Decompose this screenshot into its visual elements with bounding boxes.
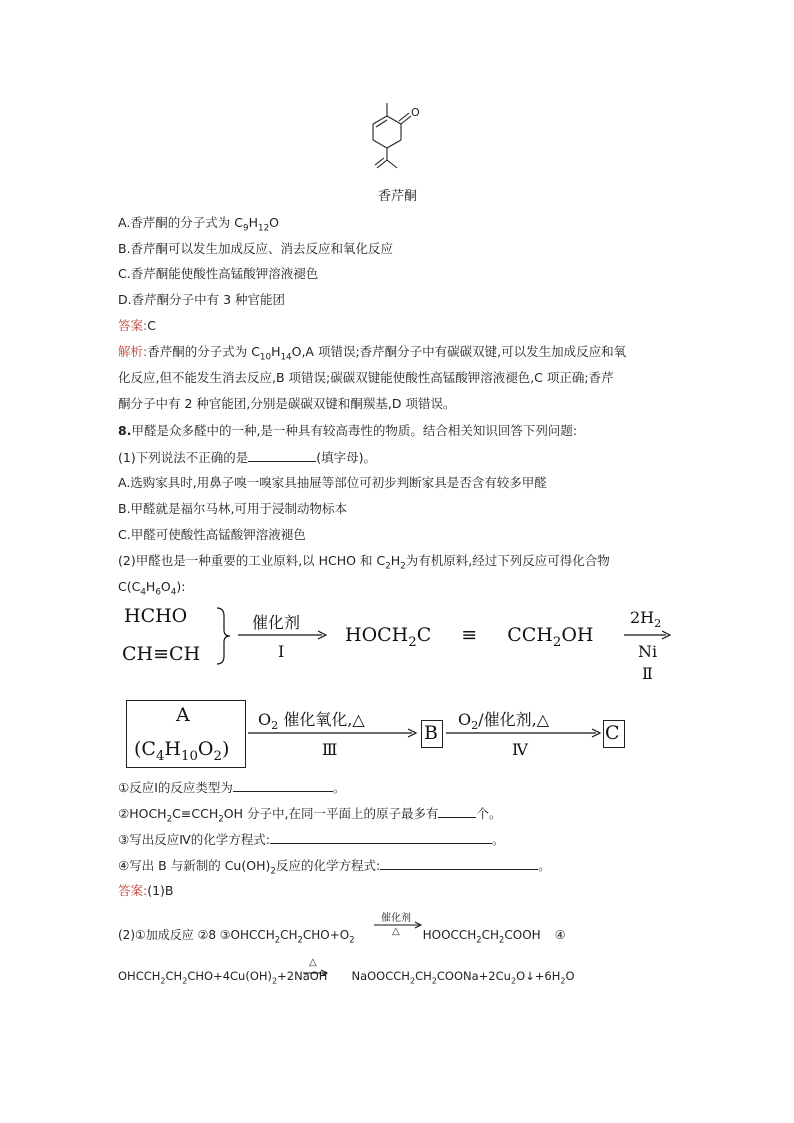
- carvone-structure: [365, 100, 435, 178]
- step-4: Ⅳ: [512, 740, 528, 759]
- q7-option-c: C.香芹酮能使酸性高锰酸钾溶液褪色: [118, 266, 319, 281]
- answer-blank[interactable]: [233, 779, 333, 792]
- q7-answer: 答案:C: [118, 318, 156, 333]
- molecule-caption: 香芹酮: [378, 189, 418, 204]
- q8-sub3: ③写出反应Ⅳ的化学方程式: 。: [118, 832, 505, 847]
- bond: [373, 140, 387, 148]
- reagent-4: $O_2/$催化剂,△: [458, 710, 550, 733]
- q8-sub1: ①反应Ⅰ的反应类型为 。: [118, 780, 346, 795]
- answer2-catalyst: 催化剂: [381, 913, 411, 924]
- answer-blank[interactable]: [270, 831, 492, 844]
- carbonyl-bond: [399, 113, 409, 121]
- q8-answer-1: 答案:(1)B: [118, 883, 174, 898]
- q7-option-b: B.香芹酮可以发生加成反应、消去反应和氧化反应: [118, 241, 394, 256]
- arrow-3: [248, 728, 418, 738]
- step-2: Ⅱ: [642, 664, 653, 683]
- arrow-2: [624, 630, 672, 640]
- arrow-1: [238, 630, 328, 640]
- oxygen-label: O: [411, 106, 420, 119]
- step-3: Ⅲ: [322, 740, 338, 759]
- q7-option-a: A.香芹酮的分子式为 $C_9H_{12}O$: [118, 215, 279, 234]
- answer3-arrow: [303, 969, 331, 977]
- reagent-2-ni: Ni: [638, 642, 658, 661]
- q8-part2-line2: $C(C_4H_6O_4)$:: [118, 579, 186, 598]
- bond: [377, 160, 387, 168]
- q7-analysis-1: 解析:香芹酮的分子式为 $C_{10}H_{14}O,A$ 项错误;香芹酮分子中有碳碳双键,可以发生加成反应和氧: [118, 344, 627, 363]
- reagent-2: $2H_2$: [630, 608, 662, 631]
- catalyst-1: 催化剂: [252, 613, 301, 632]
- q8-stem: 8.甲醛是众多醛中的一种,是一种具有较高毒性的物质。结合相关知识回答下列问题:: [118, 423, 578, 438]
- q7-option-d: D.香芹酮分子中有 3 种官能团: [118, 292, 285, 307]
- q8-option-c: C.甲醛可使酸性高锰酸钾溶液褪色: [118, 527, 306, 542]
- answer-blank[interactable]: [380, 857, 538, 870]
- arrow-4: [446, 728, 602, 738]
- answer-blank[interactable]: [438, 805, 476, 818]
- answer-blank[interactable]: [248, 449, 316, 462]
- q8-part1: (1)下列说法不正确的是 (填字母)。: [118, 450, 376, 465]
- q8-answer-2: (2)①加成反应 ②8 $③OHCCH_2CH_2CHO+O_2$ $HOOCCH_2CH_2COOH$ ④: [118, 928, 566, 945]
- product-butynediol: $HOCH_2C \equiv CCH_2OH$: [345, 624, 594, 650]
- reactant-acetylene: CH≡CH: [122, 643, 201, 665]
- answer2-heat: △: [392, 926, 400, 937]
- reactant-hcho: HCHO: [124, 605, 188, 627]
- compound-c: C: [605, 722, 620, 744]
- carbonyl-bond: [401, 116, 411, 124]
- answer3-heat: △: [309, 957, 317, 968]
- step-1: Ⅰ: [278, 642, 285, 661]
- bond: [387, 140, 401, 148]
- bond: [387, 116, 401, 124]
- compound-a-label: A: [176, 704, 190, 726]
- bond: [387, 160, 397, 168]
- q8-answer-3: $OHCCH_2CH_2CHO+4Cu(OH)_2+2NaOH$ $NaOOCCH_2CH_2COONa+2Cu_2O↓+6H_2O$: [118, 969, 575, 986]
- compound-a-formula: $(C_4H_{10}O_2)$: [134, 738, 230, 764]
- q8-sub4: ④写出 B 与新制的 $Cu(OH)_2$反应的化学方程式: 。: [118, 858, 551, 877]
- q8-part2-line1: (2)甲醛也是一种重要的工业原料,以 HCHO 和 $C_2H_2$为有机原料,经过下列反应可得化合物: [118, 553, 610, 572]
- reagent-3: $O_2$ 催化氧化,△: [258, 710, 365, 733]
- compound-b: B: [424, 722, 438, 744]
- q8-sub2: $②HOCH_2C\equiv CCH_2OH$ 分子中,在同一平面上的原子最多有 个。: [118, 806, 502, 825]
- brace: [214, 606, 234, 666]
- q7-analysis-3: 酮分子中有 2 种官能团,分别是碳碳双键和酮羰基,D 项错误。: [118, 396, 456, 411]
- q7-analysis-2: 化反应,但不能发生消去反应,B 项错误;碳碳双键能使酸性高锰酸钾溶液褪色,C 项正确;香芹: [118, 370, 614, 385]
- q8-option-b: B.甲醛就是福尔马林,可用于浸制动物标本: [118, 501, 348, 516]
- q8-option-a: A.选购家具时,用鼻子嗅一嗅家具抽屉等部位可初步判断家具是否含有较多甲醛: [118, 475, 547, 490]
- bond: [373, 116, 387, 124]
